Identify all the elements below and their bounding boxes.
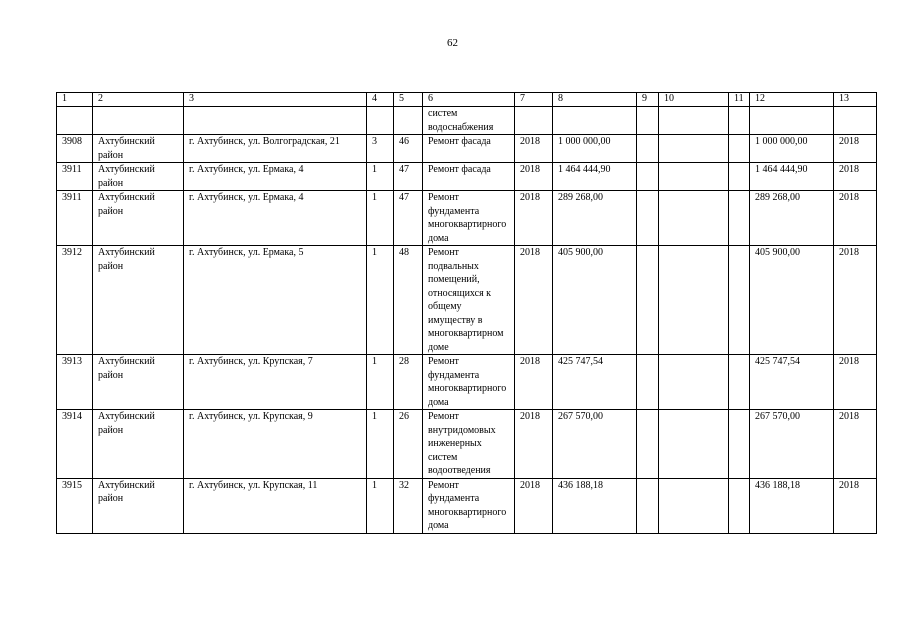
col11-cell — [729, 410, 750, 479]
continuation-row — [57, 107, 877, 135]
district-cell: Ахтубинский район — [93, 163, 184, 191]
col11-cell — [729, 355, 750, 410]
district-cell: Ахтубинский район — [93, 478, 184, 533]
col10-cell — [659, 246, 729, 355]
col5-cell: 26 — [394, 410, 423, 479]
work-type-cell: систем водоснабжения — [423, 107, 515, 135]
repair-register-table — [56, 92, 877, 534]
header-cell: 3 — [184, 93, 367, 107]
work-type-cell: Ремонт фундамента многоквартирного дома — [423, 191, 515, 246]
table-row — [57, 355, 877, 410]
work-type-cell: Ремонт фундамента многоквартирного дома — [423, 355, 515, 410]
work-type-cell: Ремонт подвальных помещений, относящихся к общему имуществу в многоквартирном доме — [423, 246, 515, 355]
total-amount-cell: 425 747,54 — [750, 355, 834, 410]
total-amount-cell: 405 900,00 — [750, 246, 834, 355]
district-cell: Ахтубинский район — [93, 355, 184, 410]
table-row — [57, 246, 877, 355]
record-number-cell: 3911 — [57, 191, 93, 246]
total-amount-cell: 1 464 444,90 — [750, 163, 834, 191]
record-number-cell: 3913 — [57, 355, 93, 410]
col9-cell — [637, 355, 659, 410]
col4-cell: 1 — [367, 163, 394, 191]
work-type-cell: Ремонт фасада — [423, 135, 515, 163]
district-cell: Ахтубинский район — [93, 410, 184, 479]
district-cell: Ахтубинский район — [93, 191, 184, 246]
year-cell: 2018 — [515, 191, 553, 246]
col11-cell — [729, 135, 750, 163]
col9-cell — [637, 478, 659, 533]
total-amount-cell: 267 570,00 — [750, 410, 834, 479]
col5-cell: 32 — [394, 478, 423, 533]
col4-cell: 1 — [367, 478, 394, 533]
completion-year-cell: 2018 — [834, 135, 877, 163]
header-cell: 12 — [750, 93, 834, 107]
work-type-cell: Ремонт фасада — [423, 163, 515, 191]
amount-cell: 405 900,00 — [553, 246, 637, 355]
col9-cell — [637, 246, 659, 355]
col5-cell: 28 — [394, 355, 423, 410]
total-amount-cell: 1 000 000,00 — [750, 135, 834, 163]
header-cell: 2 — [93, 93, 184, 107]
header-cell: 4 — [367, 93, 394, 107]
col4-cell: 1 — [367, 191, 394, 246]
year-cell: 2018 — [515, 246, 553, 355]
table-row — [57, 478, 877, 533]
col10-cell — [659, 135, 729, 163]
col9-cell — [637, 410, 659, 479]
col10-cell — [659, 478, 729, 533]
header-row — [57, 93, 877, 107]
header-cell: 10 — [659, 93, 729, 107]
record-number-cell: 3912 — [57, 246, 93, 355]
amount-cell: 289 268,00 — [553, 191, 637, 246]
header-cell: 8 — [553, 93, 637, 107]
year-cell: 2018 — [515, 355, 553, 410]
col11-cell — [729, 246, 750, 355]
col4-cell: 1 — [367, 355, 394, 410]
completion-year-cell: 2018 — [834, 478, 877, 533]
record-number-cell: 3914 — [57, 410, 93, 479]
year-cell: 2018 — [515, 410, 553, 479]
col9-cell — [637, 135, 659, 163]
work-type-cell: Ремонт фундамента многоквартирного дома — [423, 478, 515, 533]
table-row — [57, 135, 877, 163]
completion-year-cell: 2018 — [834, 246, 877, 355]
header-cell: 6 — [423, 93, 515, 107]
completion-year-cell: 2018 — [834, 355, 877, 410]
col11-cell — [729, 191, 750, 246]
amount-cell: 267 570,00 — [553, 410, 637, 479]
col5-cell: 46 — [394, 135, 423, 163]
col9-cell — [637, 191, 659, 246]
amount-cell: 1 464 444,90 — [553, 163, 637, 191]
district-cell: Ахтубинский район — [93, 135, 184, 163]
address-cell: г. Ахтубинск, ул. Ермака, 4 — [184, 191, 367, 246]
amount-cell: 1 000 000,00 — [553, 135, 637, 163]
col10-cell — [659, 191, 729, 246]
col10-cell — [659, 355, 729, 410]
table-row — [57, 410, 877, 479]
amount-cell: 425 747,54 — [553, 355, 637, 410]
table-row — [57, 191, 877, 246]
col4-cell: 1 — [367, 410, 394, 479]
col11-cell — [729, 478, 750, 533]
year-cell: 2018 — [515, 478, 553, 533]
completion-year-cell: 2018 — [834, 410, 877, 479]
col4-cell: 3 — [367, 135, 394, 163]
header-cell: 11 — [729, 93, 750, 107]
completion-year-cell: 2018 — [834, 191, 877, 246]
total-amount-cell: 289 268,00 — [750, 191, 834, 246]
address-cell: г. Ахтубинск, ул. Крупская, 7 — [184, 355, 367, 410]
col11-cell — [729, 163, 750, 191]
record-number-cell: 3915 — [57, 478, 93, 533]
col4-cell: 1 — [367, 246, 394, 355]
page-number: 62 — [447, 37, 458, 49]
header-cell: 13 — [834, 93, 877, 107]
address-cell: г. Ахтубинск, ул. Ермака, 4 — [184, 163, 367, 191]
year-cell: 2018 — [515, 135, 553, 163]
header-cell: 9 — [637, 93, 659, 107]
address-cell: г. Ахтубинск, ул. Волгоградская, 21 — [184, 135, 367, 163]
address-cell: г. Ахтубинск, ул. Крупская, 11 — [184, 478, 367, 533]
col5-cell: 48 — [394, 246, 423, 355]
total-amount-cell: 436 188,18 — [750, 478, 834, 533]
amount-cell: 436 188,18 — [553, 478, 637, 533]
work-type-cell: Ремонт внутридомовых инженерных систем водоотведения — [423, 410, 515, 479]
header-cell: 7 — [515, 93, 553, 107]
record-number-cell: 3908 — [57, 135, 93, 163]
year-cell: 2018 — [515, 163, 553, 191]
header-cell: 5 — [394, 93, 423, 107]
col9-cell — [637, 163, 659, 191]
col5-cell: 47 — [394, 191, 423, 246]
address-cell: г. Ахтубинск, ул. Крупская, 9 — [184, 410, 367, 479]
col10-cell — [659, 410, 729, 479]
col5-cell: 47 — [394, 163, 423, 191]
record-number-cell: 3911 — [57, 163, 93, 191]
address-cell: г. Ахтубинск, ул. Ермака, 5 — [184, 246, 367, 355]
col10-cell — [659, 163, 729, 191]
header-cell: 1 — [57, 93, 93, 107]
completion-year-cell: 2018 — [834, 163, 877, 191]
district-cell: Ахтубинский район — [93, 246, 184, 355]
table-row — [57, 163, 877, 191]
